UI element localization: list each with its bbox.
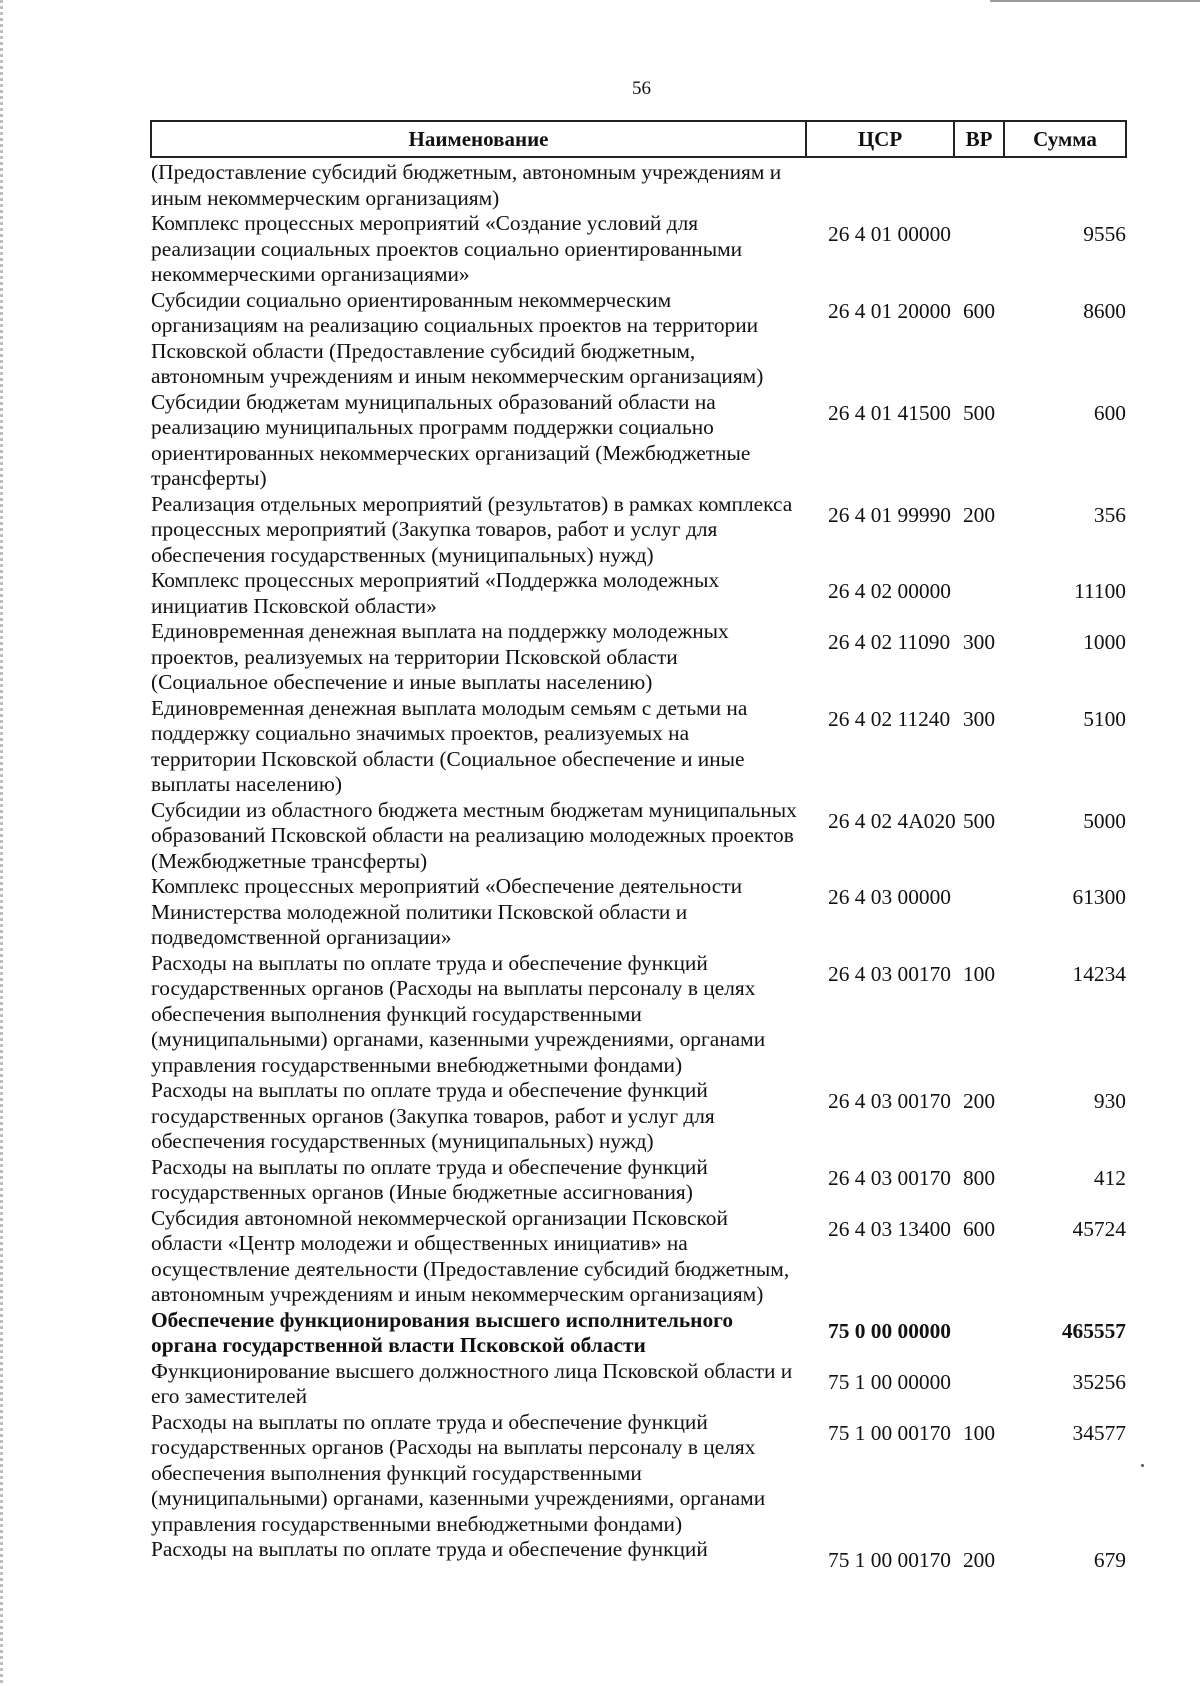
cell-sum: 11100 [1074,579,1126,603]
cell-name: Субсидии бюджетам муниципальных образований области на реализацию муниципальных программ поддержки социально ориентированных некоммерческих организаций (Межбюджетные трансферты) [151,389,751,490]
cell-vr [954,211,1004,288]
cell-name: Субсидии из областного бюджета местным бюджетам муниципальных образований Псковской области на реализацию молодежных проектов (Межбюджетные трансферты) [151,797,797,873]
cell-sum: 930 [1093,1089,1126,1113]
cell-csr: 26 4 02 4А020 [828,808,956,833]
table-row [151,390,1126,492]
cell-name: Расходы на выплаты по оплате труда и обеспечение функций государственных органов (Расходы на выплаты персоналу в целях обеспечения выполнения функций государственными (муниципальными) органами, казенными учреждениями, органами управления государственными внебюджетными фондами) [151,1409,766,1536]
scan-left-edge [0,0,3,1686]
cell-vr: 300 [962,630,996,654]
cell-sum: 5100 [1083,706,1126,731]
cell-vr: 500 [962,808,996,833]
budget-table [150,120,1127,1574]
cell-name: Расходы на выплаты по оплате труда и обеспечение функций государственных органов (Закупка товаров, работ и услуг для обеспечения государственных (муниципальных) нужд) [151,1078,715,1153]
table-row [151,951,1126,1079]
table-row [151,798,1126,875]
cell-sum: 465557 [1061,1318,1126,1343]
cell-vr: 100 [962,961,996,986]
cell-csr [806,157,954,211]
table-row [151,1359,1126,1410]
cell-sum: 61300 [1072,885,1126,909]
cell-csr: 26 4 02 11090 [828,630,951,654]
table-row [151,568,1126,619]
table-row [151,1206,1126,1308]
table-row [151,1308,1126,1359]
cell-name: Реализация отдельных мероприятий (результатов) в рамках комплекса процессных мероприятий (Закупка товаров, работ и услуг для обеспечения государственных (муниципальных) нужд) [151,491,793,567]
table-row [151,211,1126,288]
table-row [151,619,1126,696]
cell-sum: 8600 [1083,298,1126,323]
scan-speck [1141,1464,1144,1467]
cell-name: Субсидии социально ориентированным некоммерческим организациям на реализацию социальных проектов на территории Псковской области (Предоставление субсидий бюджетным, автономным учреждениям и иным некоммерческим организациям) [151,287,764,388]
header-row [151,121,1126,157]
cell-name: Единовременная денежная выплата на поддержку молодежных проектов, реализуемых на территории Псковской области (Социальное обеспечение и иные выплаты населению) [151,619,729,694]
table-row [151,1155,1126,1206]
cell-csr: 75 1 00 00000 [828,1369,951,1394]
cell-name: Комплекс процессных мероприятий «Создание условий для реализации социальных проектов социально ориентированными некоммерческими организациями» [151,211,743,286]
scan-top-edge [990,0,1200,2]
cell-sum: 45724 [1072,1216,1126,1241]
cell-csr: 26 4 01 99990 [828,502,951,527]
cell-vr: 300 [962,706,996,731]
cell-vr [954,874,1004,951]
cell-name: (Предоставление субсидий бюджетным, автономным учреждениям и иным некоммерческим организациям) [151,160,782,210]
cell-csr: 26 4 03 00000 [828,885,951,909]
cell-name: Субсидия автономной некоммерческой организации Псковской области «Центр молодежи и общественных инициатив» на осуществление деятельности (Предоставление субсидий бюджетным, автономным учреждениям и иным некоммерческим организациям) [151,1205,790,1306]
header-name: Наименование [151,121,806,157]
cell-csr: 75 0 00 00000 [828,1318,951,1343]
cell-name: Обеспечение функционирования высшего исполнительного органа государственной власти Псковской области [151,1307,734,1357]
table-row [151,1537,1126,1574]
cell-name: Расходы на выплаты по оплате труда и обеспечение функций государственных органов (Иные бюджетные ассигнования) [151,1154,708,1204]
table-header [151,121,1126,157]
cell-csr: 26 4 03 00170 [828,1165,951,1190]
cell-csr: 26 4 03 00170 [828,1089,951,1113]
header-csr: ЦСР [806,121,954,157]
cell-name: Расходы на выплаты по оплате труда и обеспечение функций государственных органов (Расходы на выплаты персоналу в целях обеспечения выполнения функций государственными (муниципальными) органами, казенными учреждениями, органами управления государственными внебюджетными фондами) [151,950,766,1077]
cell-sum: 600 [1093,400,1126,425]
table-row [151,492,1126,569]
table-body [151,157,1126,1574]
cell-sum: 5000 [1083,808,1126,833]
cell-vr: 800 [962,1165,996,1190]
cell-sum: 14234 [1072,961,1126,986]
cell-csr: 26 4 01 20000 [828,298,951,323]
cell-name: Функционирование высшего должностного лица Псковской области и его заместителей [151,1358,793,1408]
table-row [151,874,1126,951]
cell-csr: 75 1 00 00170 [828,1420,951,1445]
cell-sum: 679 [1093,1548,1126,1572]
cell-vr: 200 [962,502,996,527]
cell-name: Комплекс процессных мероприятий «Обеспечение деятельности Министерства молодежной политики Псковской области и подведомственной организации» [151,874,743,949]
table-row [151,157,1126,211]
table-row [151,696,1126,798]
cell-csr: 26 4 02 11240 [828,706,951,731]
header-vr: ВР [954,121,1004,157]
cell-vr: 200 [962,1548,996,1572]
cell-csr: 26 4 01 00000 [828,222,951,246]
cell-vr [954,1359,1004,1410]
cell-name: Расходы на выплаты по оплате труда и обеспечение функций [151,1537,708,1561]
cell-vr: 600 [962,298,996,323]
cell-csr: 75 1 00 00170 [828,1548,951,1572]
table-row [151,288,1126,390]
page-number: 56 [632,78,651,99]
cell-name: Комплекс процессных мероприятий «Поддержка молодежных инициатив Псковской области» [151,568,720,618]
cell-sum: 356 [1093,502,1126,527]
cell-sum: 1000 [1083,630,1126,654]
page-number-container [0,78,1200,100]
cell-vr [954,568,1004,619]
cell-csr: 26 4 03 13400 [828,1216,951,1241]
header-sum: Сумма [1004,121,1126,157]
cell-vr [954,157,1004,211]
cell-sum: 34577 [1072,1420,1126,1445]
cell-vr [954,1308,1004,1359]
cell-csr: 26 4 03 00170 [828,961,951,986]
cell-csr: 26 4 01 41500 [828,400,951,425]
cell-sum: 9556 [1083,222,1126,246]
cell-vr: 600 [962,1216,996,1241]
cell-vr: 500 [962,400,996,425]
cell-sum [1004,157,1126,211]
table-row [151,1410,1126,1538]
cell-csr: 26 4 02 00000 [828,579,951,603]
table-row [151,1078,1126,1155]
cell-sum: 35256 [1072,1369,1126,1394]
cell-vr: 100 [962,1420,996,1445]
cell-vr: 200 [962,1089,996,1113]
cell-name: Единовременная денежная выплата молодым семьям с детьми на поддержку социально значимых проектов, реализуемых на территории Псковской области (Социальное обеспечение и иные выплаты населению) [151,695,748,796]
cell-sum: 412 [1093,1165,1126,1190]
